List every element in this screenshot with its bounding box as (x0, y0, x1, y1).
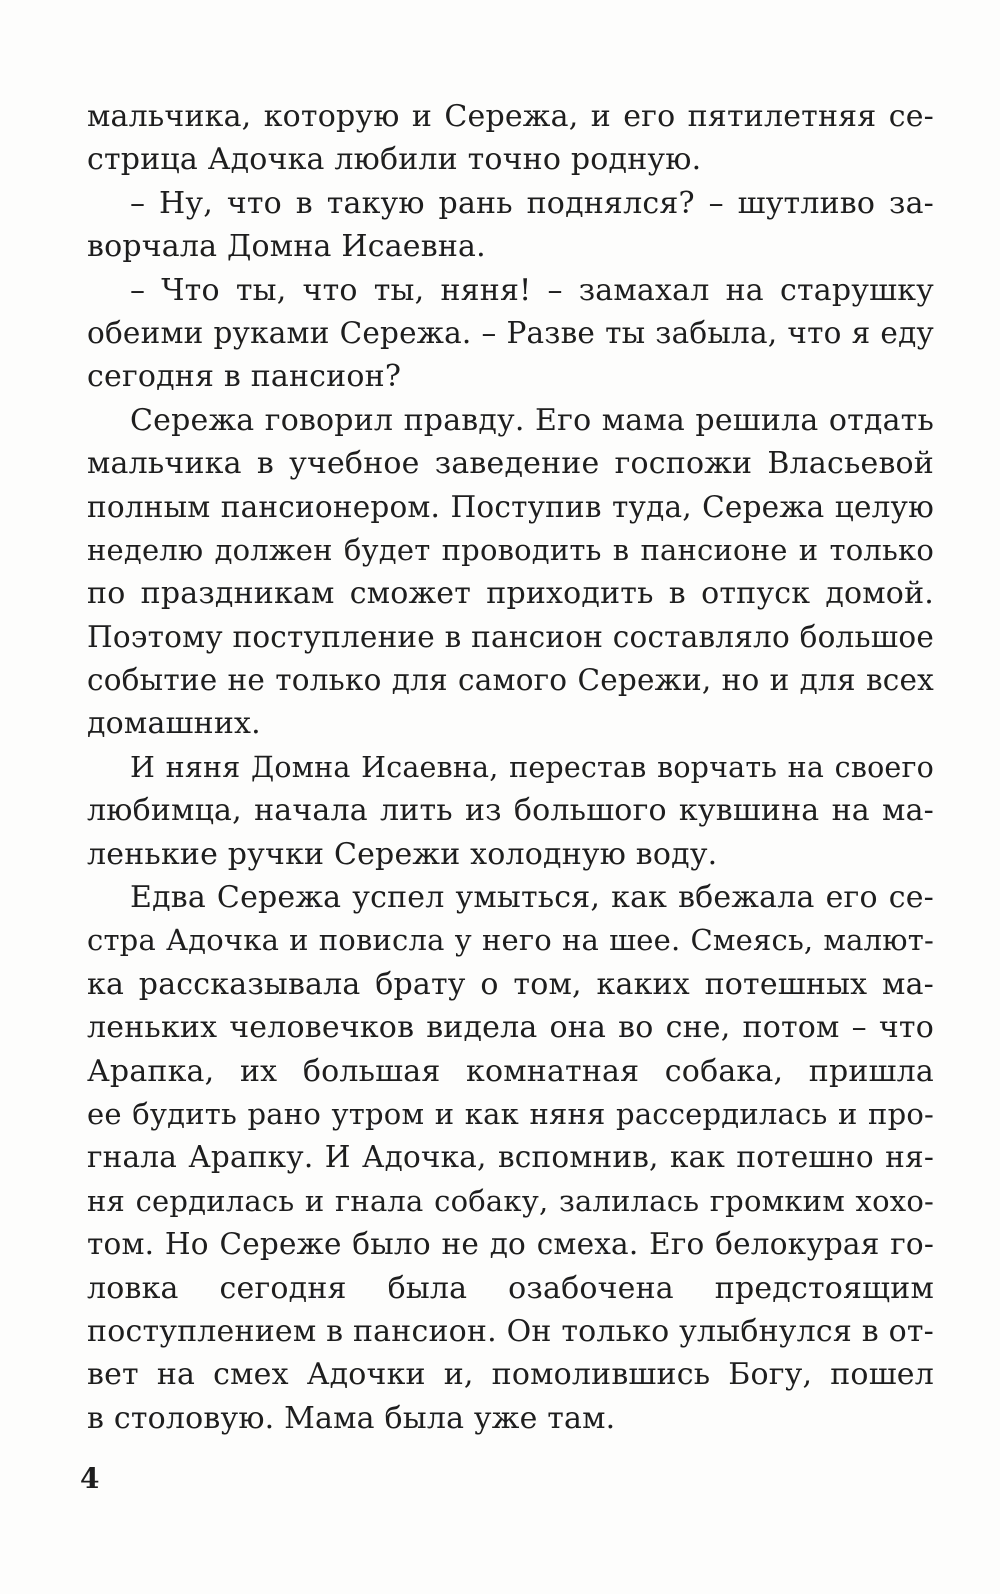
text-line: любимца, начала лить из большого кувшина на ма- (87, 793, 934, 829)
text-line: ловка сегодня была озабочена предстоящим (87, 1270, 934, 1306)
text-line: в столовую. Мама была уже там. (87, 1400, 616, 1436)
text-line: ворчала Домна Исаевна. (87, 229, 486, 265)
text-line: Поэтому поступление в пансион составляло большое (87, 619, 934, 654)
body-text (87, 95, 934, 1440)
text-line: И няня Домна Исаевна, перестав ворчать на своего (130, 750, 934, 784)
text-line: вет на смех Адочки и, помолившись Богу, пошел (87, 1357, 934, 1393)
text-line: стрица Адочка любили точно родную. (87, 142, 702, 178)
text-line: – Ну, что в такую рань поднялся? – шутливо за- (130, 185, 934, 221)
text-line: стра Адочка и повисла у него на шее. Смеясь, малют- (87, 923, 934, 958)
text-line: том. Но Сереже было не до смеха. Его белокурая го- (87, 1227, 934, 1262)
text-line: сегодня в пансион? (87, 359, 402, 395)
text-line: ленькие ручки Сережи холодную воду. (87, 836, 718, 872)
text-line: обеими руками Сережа. – Разве ты забыла, что я еду (87, 315, 934, 350)
page-number: 4 (80, 1462, 100, 1495)
text-line: ня сердилась и гнала собаку, залилась громким хохо- (87, 1183, 934, 1218)
text-line: мальчика в учебное заведение госпожи Власьевой (87, 446, 934, 482)
text-line: Едва Сережа успел умыться, как вбежала его се- (130, 880, 934, 916)
text-line: неделю должен будет проводить в пансионе и только (87, 532, 934, 567)
text-line: ее будить рано утром и как няня рассердилась и про- (87, 1096, 934, 1131)
text-line: домашних. (87, 706, 261, 742)
text-line: гнала Арапку. И Адочка, вспомнив, как потешно ня- (87, 1140, 934, 1175)
text-line: событие не только для самого Сережи, но и для всех (87, 663, 934, 698)
text-line: полным пансионером. Поступив туда, Сережа целую (87, 489, 934, 524)
text-line: поступлением в пансион. Он только улыбнулся в от- (87, 1313, 934, 1349)
text-line: Сережа говорил правду. Его мама решила отдать (130, 402, 934, 438)
text-line: Арапка, их большая комнатная собака, пришла (87, 1053, 934, 1089)
text-line: леньких человечков видела она во сне, потом – что (87, 1010, 934, 1046)
text-line: – Что ты, что ты, няня! – замахал на старушку (130, 272, 934, 308)
text-line: мальчика, которую и Сережа, и его пятилетняя се- (87, 99, 934, 134)
text-line: по праздникам сможет приходить в отпуск домой. (87, 576, 934, 612)
text-line: ка рассказывала брату о том, каких потешных ма- (87, 966, 934, 1002)
